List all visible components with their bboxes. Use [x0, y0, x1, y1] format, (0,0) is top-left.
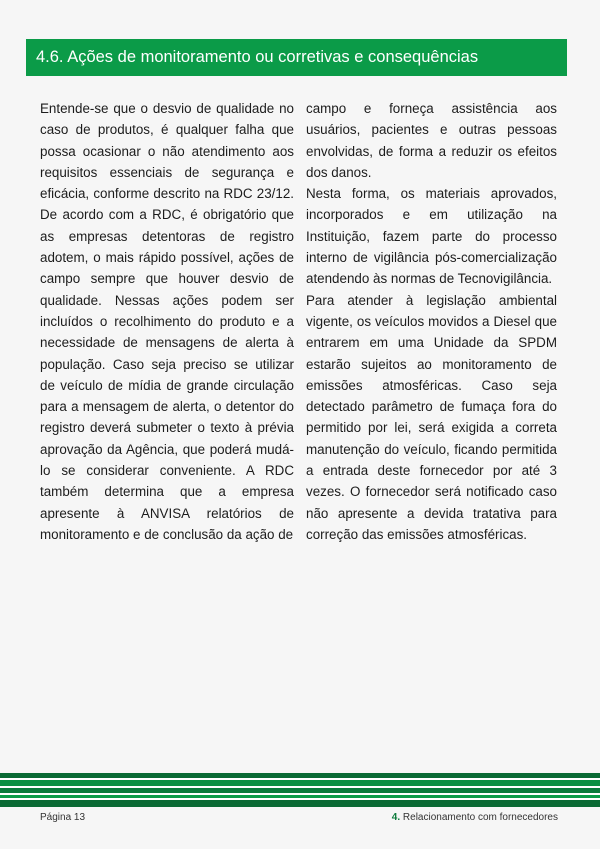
chapter-number: 4.: [391, 812, 401, 823]
chapter-label: [392, 812, 558, 823]
text-column-left: [40, 98, 294, 545]
section-title: 4.6. Ações de monitoramento ou corretivas e consequências: [36, 48, 479, 66]
page-footer: [0, 812, 600, 828]
paragraph: Para atender à legislação ambiental vigente, os veículos movidos a Diesel que entrarem em uma Unidade da SPDM estarão sujeitos ao monitoramento de emissões atmosféricas. Caso seja detectado parâmetro de fumaça fora do permitido por lei, será exigida a correta manutenção do veículo, ficando permitida a entrada deste fornecedor por até 3 vezes. O fornecedor será notificado caso não apresente a devida tratativa para correção das emissões atmosféricas.: [306, 292, 557, 542]
section-title-bar: [26, 39, 567, 76]
paragraph: campo e forneça assistência aos usuários, pacientes e outras pessoas envolvidas, de forma a reduzir os efeitos dos danos.: [306, 101, 557, 180]
paragraph: Nesta forma, os materiais aprovados, incorporados e em utilização na Instituição, fazem parte do processo interno de vigilância pós-comercialização atendendo às normas de Tecnovigilância.: [306, 186, 557, 287]
stripe: [0, 800, 600, 807]
footer-stripes: [0, 773, 600, 807]
text-column-right: [306, 98, 557, 545]
page-number: Página 13: [40, 812, 86, 823]
chapter-title: Relacionamento com fornecedores: [402, 812, 558, 823]
paragraph: Entende-se que o desvio de qualidade no caso de produtos, é qualquer falha que possa ocasionar o não atendimento aos requisitos essenciais de segurança e eficácia, conforme descrito na RDC 23/12. De acordo com a RDC, é obrigatório que as empresas detentoras de registro adotem, o mais rápido possível, ações de campo sempre que houver desvio de qualidade. Nessas ações podem ser incluídos o recolhimento do produto e a necessidade de mensagens de alerta à população. Caso seja preciso se utilizar de veículo de mídia de grande circulação para a mensagem de alerta, o detentor do registro deverá submeter o texto à prévia aprovação da Agência, que poderá mudá-lo se considerar conveniente. A RDC também determina que a empresa apresente à ANVISA relatórios de monitoramento e de conclusão da ação de: [40, 101, 294, 542]
